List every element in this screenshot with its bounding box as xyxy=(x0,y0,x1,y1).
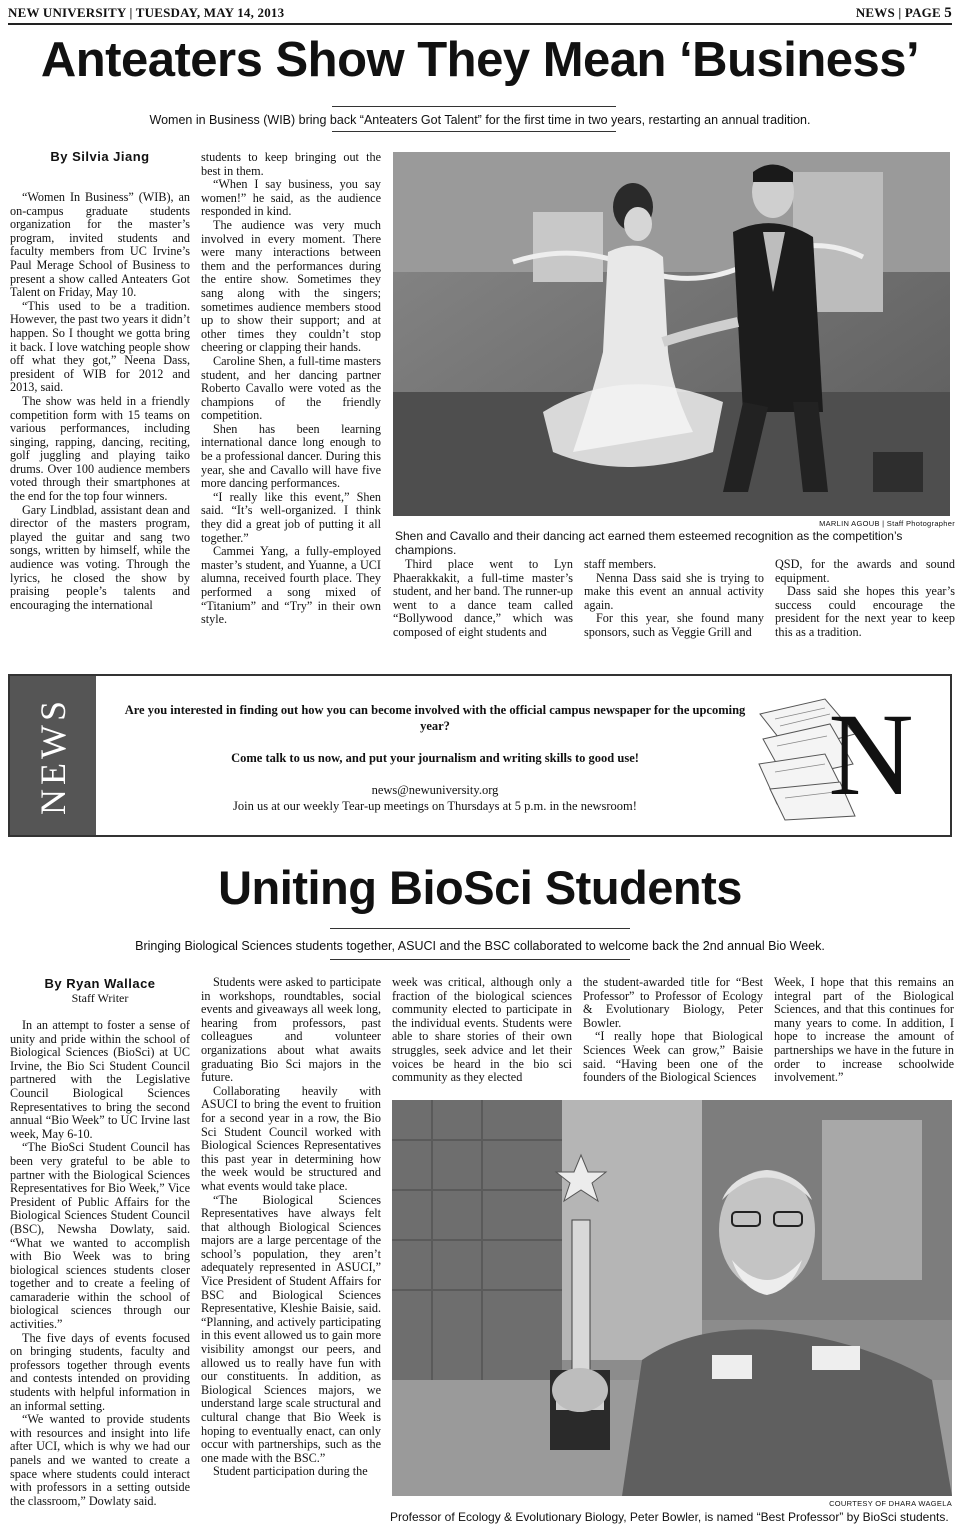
article1-column-5 xyxy=(775,558,955,644)
paragraph: Cammei Yang, a fully-employed master’s student, and Yuanne, a UCI alumna, received fourth place. They performed a song mixed of “Titanium” and “Try” in their own style. xyxy=(201,544,381,627)
paragraph: Collaborating heavily with ASUCI to bring the event to fruition for a second year in a row, the Bio Sci Student Council worked with Biological Sciences Representatives this past year in determining how the week would be structured and what events would take place. xyxy=(201,1083,381,1193)
professor-trophy-photo xyxy=(392,1100,952,1496)
paragraph: The five days of events focused on bringing students, faculty and professors together through events and contests intended on providing students with helpful information in an informal setting. xyxy=(10,1330,190,1413)
paragraph: “When I say business, you say women!” he said, as the audience responded in kind. xyxy=(201,177,381,219)
dancers-illustration xyxy=(393,152,950,516)
article1-column-2 xyxy=(201,151,381,643)
paragraph: “Women In Business” (WIB), an on-campus graduate students organization for the master’s program, invited students and faculty members from UC Irvine’s Paul Merage School of Business to present a show called Anteaters Got Talent on Friday, May 10. xyxy=(10,191,190,300)
paragraph: “I really hope that Biological Sciences Week can grow,” Baisie said. “Having been one of the founders of the Biological Sciences xyxy=(583,1029,763,1085)
paragraph: Students were asked to participate in workshops, roundtables, social events and giveaways all week long, hearing from professors, past colleagues and volunteer organizations about what awaits graduating Bio Sci majors in the future. xyxy=(201,976,381,1085)
paragraph: week was critical, although only a fraction of the biological sciences community elected to participate in the individual events. Students were able to share stories of their own struggles, seek advice and let their voices be heard in the bio sci community as they elected xyxy=(392,976,572,1085)
paragraph: “This used to be a tradition. However, the past two years it didn’t happen. So I thought we gotta bring it back. I love watching people show off what they got,” Neena Dass, president of WIB for 2012 and 2013, said. xyxy=(10,298,190,395)
deck-rule xyxy=(330,959,630,960)
paragraph: The show was held in a friendly competition form with 15 teams on various performances, including singing, rapping, dancing, reciting, golf juggling and playing taiko drums. Over 100 audience members voted through their smartphones at the end for the top four winners. xyxy=(10,393,190,504)
photo-credit: MARLIN AGOUB | Staff Photographer xyxy=(819,519,955,528)
ad-line-3: Join us at our weekly Tear-up meetings on Thursdays at 5 p.m. in the newsroom! xyxy=(233,799,637,813)
paragraph: Shen has been learning international dance long enough to be a professional dancer. During this year, she and Cavallo will have five more dancing performances. xyxy=(201,421,381,491)
running-header-right xyxy=(856,5,952,22)
article1-deck: Women in Business (WIB) bring back “Anteaters Got Talent” for the first time in two years, restarting an annual tradition. xyxy=(149,113,811,127)
ad-email: news@newuniversity.org xyxy=(371,783,499,797)
article2-byline: By Ryan Wallace xyxy=(44,976,156,991)
deck-rule xyxy=(330,928,630,929)
page-number: 5 xyxy=(944,5,952,21)
article1-byline: By Silvia Jiang xyxy=(50,149,150,164)
paragraph: “I really like this event,” Shen said. “It’s well-organized. I think they did a great job of putting it all together.” xyxy=(201,489,381,545)
paragraph: QSD, for the awards and sound equipment. xyxy=(775,558,955,585)
article1-column-4 xyxy=(584,558,764,644)
paragraph: For this year, she found many sponsors, such as Veggie Grill and xyxy=(584,611,764,639)
news-recruitment-ad xyxy=(8,674,952,837)
byline-title: Staff Writer xyxy=(71,991,129,1005)
running-header-left: NEW UNIVERSITY | TUESDAY, MAY 14, 2013 xyxy=(8,5,285,20)
article1-column-1 xyxy=(10,191,190,643)
paragraph: “The Biological Sciences Representatives have always felt that although Biological Sciences majors are a large percentage of the school’s population, they aren’t adequately represented in ASUCI,” Vice President of Student Affairs for BSC and Biological Sciences Representative, Kleshie Baisie, said. “Planning, and actively participating in this event allowed us to gain more visibility amongst our peers, and allowed us to really have fun with our constituents. In addition, as Biological Sciences majors, we understand large scale structural and cultural change that Bio Week is hoping to eventually enact, can only occur with partnerships, such as the one made with the BSC.” xyxy=(201,1192,381,1465)
article2-column-5 xyxy=(774,976,954,1096)
paragraph: Caroline Shen, a full-time masters student, and her dancing partner Roberto Cavallo were voted as the champions of the friendly competition. xyxy=(201,353,381,423)
article2-deck: Bringing Biological Sciences students together, ASUCI and the BSC collaborated to welcome back the 2nd annual Bio Week. xyxy=(135,939,825,953)
article1-column-3 xyxy=(393,558,573,644)
paragraph: Student participation during the xyxy=(213,1464,368,1479)
paragraph: “The BioSci Student Council has been very grateful to be able to partner with the Biological Sciences Representatives for Bio Week,” Vice President of Public Affairs for the Biological Sciences Student Council (BSC), Newsha Dowlaty, said. “What we wanted to accomplish with Bio Week was to bring biological sciences students closer together and to create a feeling of camaraderie within the school of biological sciences through our activities.” xyxy=(10,1140,190,1332)
paragraph: staff members. xyxy=(584,558,657,571)
paragraph: Gary Lindblad, assistant dean and director of the masters program, played the guitar and sang two songs, written by himself, while the audience was voting. Through the lyrics, he closed the show by praising people’s talents and encouraging the international xyxy=(10,502,190,612)
deck-rule xyxy=(332,106,616,107)
paragraph: Third place went to Lyn Phaerakkakit, a full-time master’s student, and her band. The runner-up went to a dance team called “Bollywood dance,” which was composed of eight students and xyxy=(393,558,573,639)
paragraph: Nenna Dass said she is trying to make this event an annual activity again. xyxy=(584,570,764,612)
newspaper-logo-letter: N xyxy=(828,689,914,820)
paragraph: students to keep bringing out the best in them. xyxy=(201,151,381,178)
paragraph: the student-awarded title for “Best Professor” to Professor of Ecology & Evolutionary Biology, Peter Bowler. xyxy=(583,976,763,1030)
ad-line-1: Are you interested in finding out how you can become involved with the official campus newspaper for the upcoming year? xyxy=(124,703,746,733)
article2-column-2 xyxy=(201,976,381,1527)
photo-caption: Shen and Cavallo and their dancing act earned them esteemed recognition as the competition’s champions. xyxy=(395,529,903,557)
section-label: NEWS | PAGE xyxy=(855,5,941,20)
article2-column-3 xyxy=(392,976,572,1096)
paragraph: “We wanted to provide students with resources and insight into life after UCI, which is why we had our panels and we wanted to create a space where students could interact with professors in a setting outside the classroom,” Dowlaty said. xyxy=(10,1412,190,1508)
ad-line-2: Come talk to us now, and put your journalism and writing skills to good use! xyxy=(231,751,639,765)
professor-illustration xyxy=(392,1100,952,1496)
deck-rule xyxy=(332,131,616,132)
photo-credit: COURTESY OF DHARA WAGELA xyxy=(829,1499,952,1508)
article2-column-4 xyxy=(583,976,763,1096)
photo-caption: Professor of Ecology & Evolutionary Biology, Peter Bowler, is named “Best Professor” by BioSci students. xyxy=(390,1510,949,1524)
article2-column-1 xyxy=(10,1019,190,1527)
article1-headline: Anteaters Show They Mean ‘Business’ xyxy=(40,33,920,87)
header-rule xyxy=(8,23,952,25)
ad-side-label: NEWS xyxy=(33,696,73,815)
paragraph: The audience was very much involved in every moment. There were many interactions between them and the performances during the entire show. Sometimes they sang along with the singers; sometimes audience members stood up to show their support; and at other times they couldn’t stop cheering or clapping their hands. xyxy=(201,217,381,355)
article2-headline: Uniting BioSci Students xyxy=(218,861,742,914)
paragraph: In an attempt to foster a sense of unity and pride within the school of Biological Sciences (BioSci) at UC Irvine, the Bio Sci Student Council partnered with the Legislative Council Biological Sciences Representatives to bring the second annual “Bio Week” to UC Irvine last week, May 6-10. xyxy=(10,1019,190,1141)
paragraph: Week, I hope that this remains an integral part of the Biological Sciences, and that this continues for many years to come. In addition, I hope to increase the amount of partnerships we have in the future in order to increase schoolwide involvement.” xyxy=(774,976,954,1085)
ad-side-panel xyxy=(10,676,96,835)
dancers-photo xyxy=(393,152,950,516)
paragraph: Dass said she hopes this year’s success could encourage the president for the next year to keep this as a tradition. xyxy=(775,584,955,639)
